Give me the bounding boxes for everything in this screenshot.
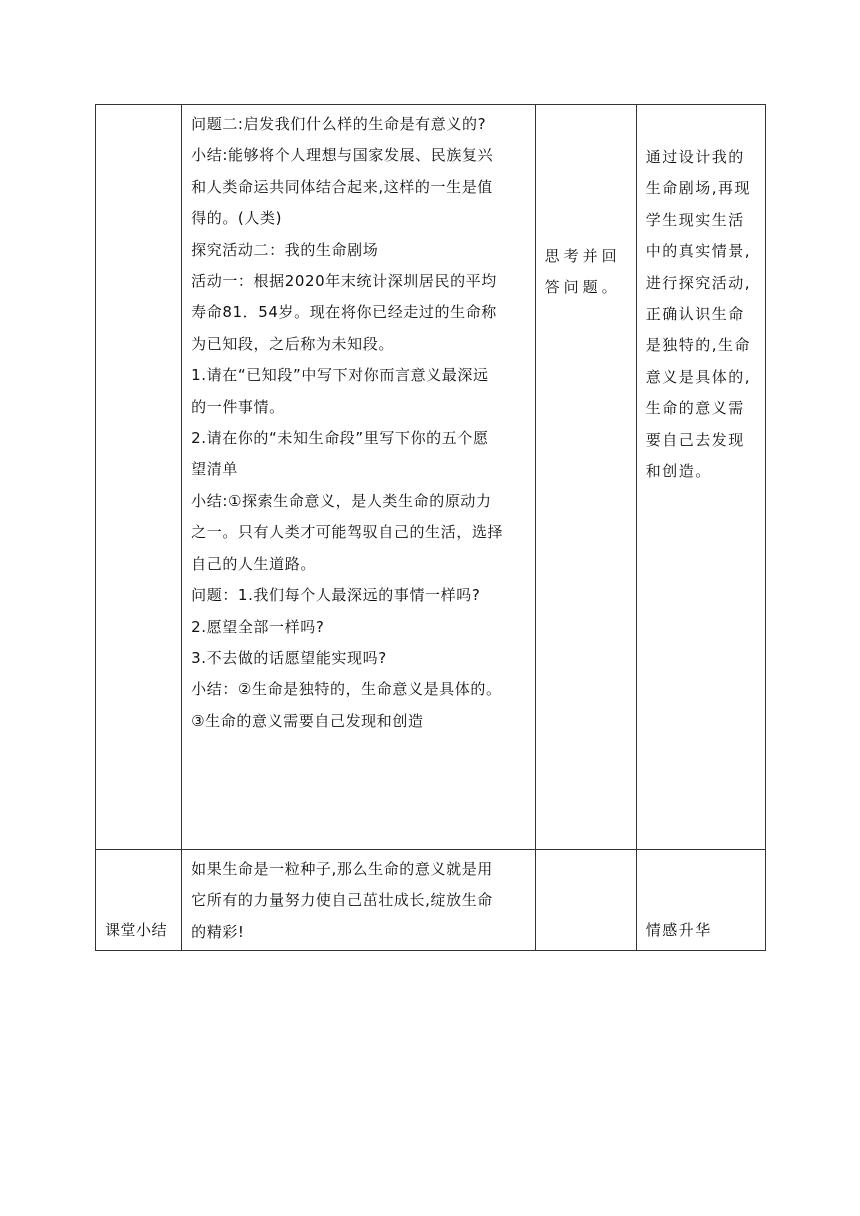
text-line: 生命剧场,再现 xyxy=(645,179,752,198)
text-line: 如果生命是一粒种子,那么生命的意义就是用 xyxy=(191,860,493,878)
stage-label: 课堂小结 xyxy=(105,920,168,939)
text-line: 中的真实情景, xyxy=(645,242,752,261)
stage-cell xyxy=(96,850,182,951)
text-line: 和人类命运共同体结合起来,这样的一生是值 xyxy=(191,177,493,196)
text-line: ③生命的意义需要自己发现和创造 xyxy=(191,711,424,730)
design-intent-text xyxy=(637,105,765,487)
text-line: 为已知段，之后称为未知段。 xyxy=(191,334,394,353)
text-line: 要自己去发现 xyxy=(645,430,745,449)
text-line: 意义是具体的, xyxy=(645,367,752,386)
design-intent-text: 情感升华 xyxy=(645,920,712,939)
design-intent-cell xyxy=(636,850,765,951)
text-line: 3.不去做的话愿望能实现吗? xyxy=(191,648,387,667)
text-line: 2.请在你的“未知生命段”里写下你的五个愿 xyxy=(191,429,489,448)
text-line: 自己的人生道路。 xyxy=(191,554,316,573)
text-line: 的一件事情。 xyxy=(191,397,285,416)
text-line: 得的。(人类) xyxy=(191,209,283,228)
text-line: 答问题。 xyxy=(544,278,621,297)
text-line: 之一。只有人类才可能驾驭自己的生活，选择 xyxy=(191,523,504,542)
text-line: 和创造。 xyxy=(645,462,712,481)
text-line: 是独特的,生命 xyxy=(645,336,752,355)
student-activity-cell xyxy=(535,850,636,951)
text-line: 小结:①探索生命意义，是人类生命的原动力 xyxy=(191,491,492,510)
text-line: 问题二:启发我们什么样的生命是有意义的? xyxy=(191,115,487,133)
student-activity-cell xyxy=(535,105,636,850)
table-row xyxy=(96,105,766,850)
student-activity-text xyxy=(536,105,636,304)
teacher-activity-cell xyxy=(182,105,536,850)
text-line: 生命的意义需 xyxy=(645,399,745,418)
text-line: 的精彩! xyxy=(191,922,245,941)
text-line: 小结:能够将个人理想与国家发展、民族复兴 xyxy=(191,146,494,165)
lesson-plan-table xyxy=(95,104,766,951)
text-line: 进行探究活动, xyxy=(645,273,752,292)
stage-cell xyxy=(96,105,182,850)
text-line: 小结：②生命是独特的，生命意义是具体的。 xyxy=(191,680,502,699)
text-line: 问题：1.我们每个人最深远的事情一样吗? xyxy=(191,586,481,605)
text-line: 寿命81．54岁。现在将你已经走过的生命称 xyxy=(191,303,497,322)
text-line: 1.请在“已知段”中写下对你而言意义最深远 xyxy=(191,366,489,385)
teacher-activity-text xyxy=(182,105,535,737)
teacher-activity-cell xyxy=(182,850,536,951)
design-intent-cell xyxy=(636,105,765,850)
text-line: 望清单 xyxy=(191,460,238,479)
text-line: 2.愿望全部一样吗? xyxy=(191,617,325,636)
text-line: 它所有的力量努力使自己茁壮成长,绽放生命 xyxy=(191,891,493,910)
text-line: 学生现实生活 xyxy=(645,210,745,229)
text-line: 活动一：根据2020年末统计深圳居民的平均 xyxy=(191,272,497,291)
text-line: 正确认识生命 xyxy=(645,305,745,324)
text-line: 通过设计我的 xyxy=(645,148,745,166)
text-line: 探究活动二：我的生命剧场 xyxy=(191,240,379,259)
teacher-activity-text xyxy=(182,850,535,948)
text-line: 思考并回 xyxy=(544,247,621,265)
table-row xyxy=(96,850,766,951)
